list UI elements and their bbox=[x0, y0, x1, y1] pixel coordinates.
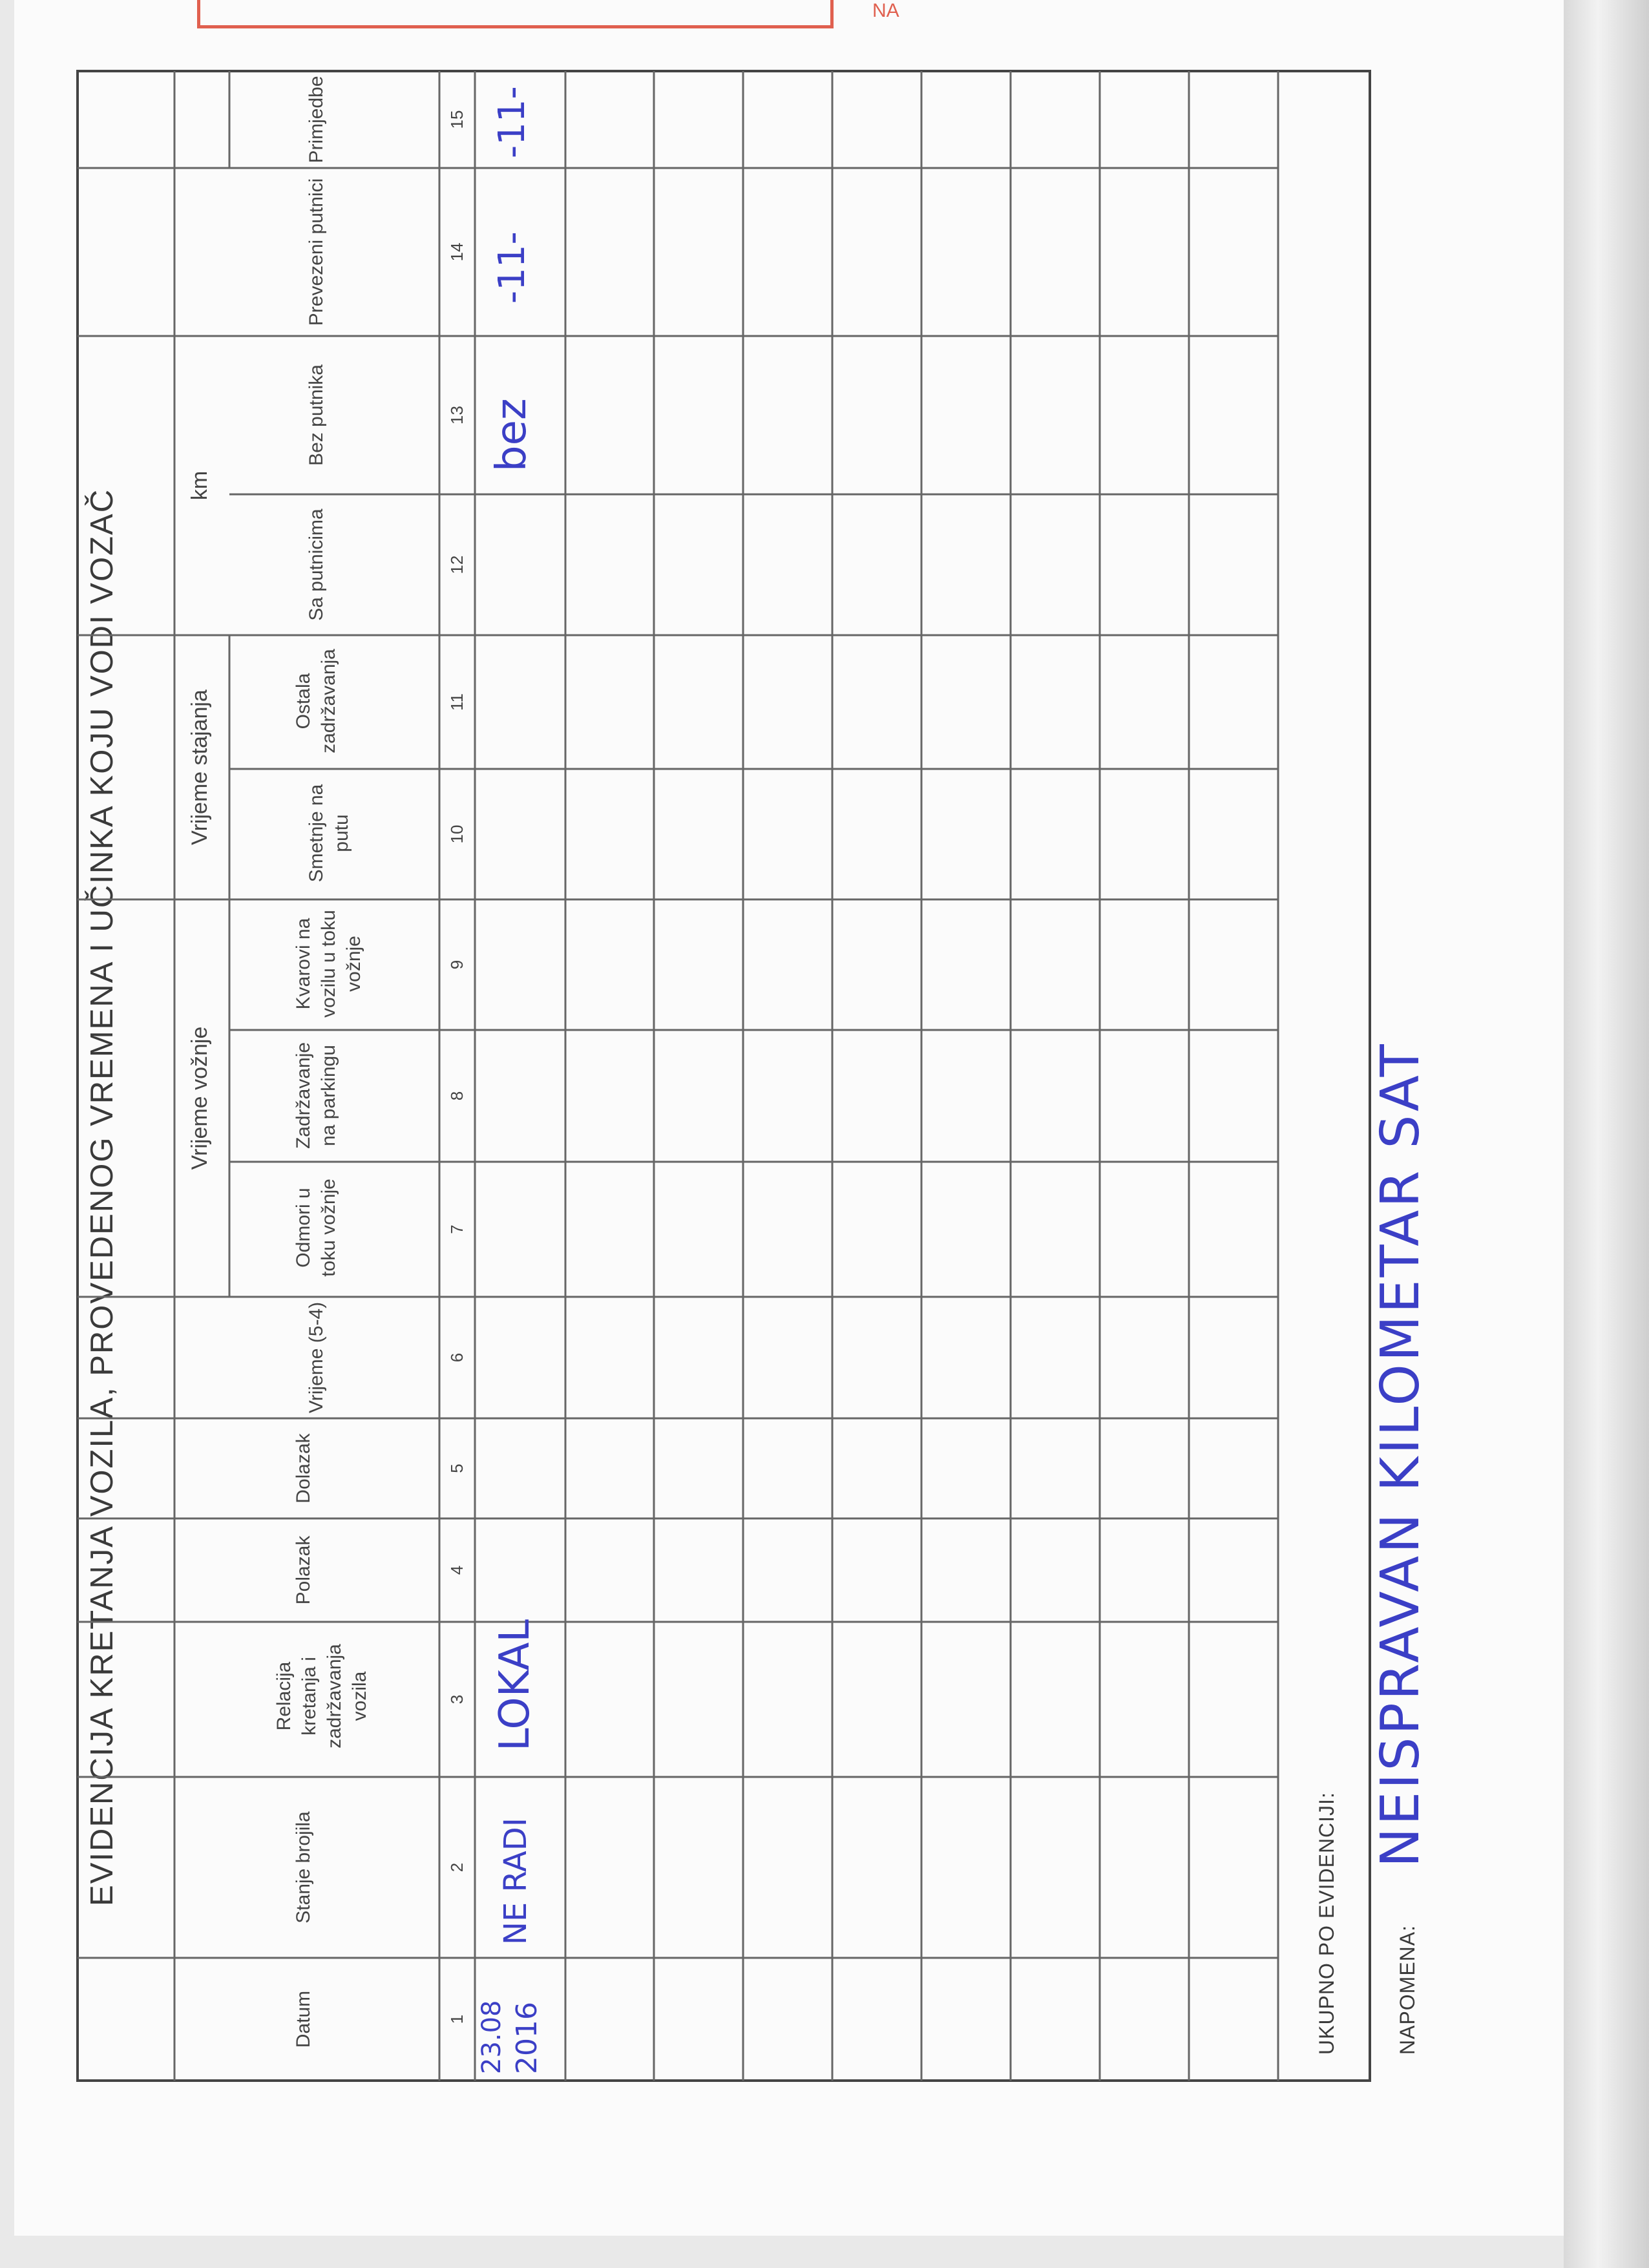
row-datum-year: 2016 bbox=[510, 2002, 543, 2074]
column-number: 7 bbox=[447, 1224, 467, 1234]
adjacent-page-text: NA bbox=[872, 0, 899, 21]
row-stanje-brojila: NE RADI bbox=[498, 1818, 534, 1945]
column-number: 15 bbox=[447, 110, 467, 129]
column-header-stanje-brojila: Stanje brojila bbox=[293, 1811, 314, 1924]
column-number: 2 bbox=[447, 1862, 467, 1873]
row-prevezeni-putnici: -11- bbox=[491, 231, 533, 304]
group-header-vrijeme-stajanja: Vrijeme stajanja bbox=[187, 689, 212, 845]
column-number: 5 bbox=[447, 1464, 467, 1473]
napomena-handwritten: NEISPRAVAN KILOMETAR SAT bbox=[1370, 1042, 1431, 1867]
napomena-label: NAPOMENA: bbox=[1396, 1924, 1419, 2055]
column-number: 11 bbox=[447, 693, 467, 711]
column-number: 4 bbox=[447, 1565, 467, 1575]
column-header-odmori: Odmori u toku vožnje bbox=[293, 1179, 339, 1277]
column-header-dolazak: Dolazak bbox=[293, 1433, 314, 1504]
column-header-bez-putnika: Bez putnika bbox=[306, 364, 327, 466]
form-title: EVIDENCIJA KRETANJA VOZILA, PROVEDENOG VREMENA I UČINKA KOJU VODI VOZAČ bbox=[85, 488, 120, 1906]
column-header-prevezeni: Prevezeni putnici bbox=[306, 178, 327, 326]
column-number: 6 bbox=[447, 1352, 467, 1363]
column-header-sa-putnicima: Sa putnicima bbox=[306, 509, 327, 621]
column-header-primjedbe: Primjedbe bbox=[306, 76, 327, 163]
ukupno-label: UKUPNO PO EVIDENCIJI: bbox=[1315, 1792, 1338, 2055]
group-header-vrijeme-voznje: Vrijeme vožnje bbox=[187, 1026, 212, 1170]
column-number: 13 bbox=[447, 406, 467, 425]
column-number: 9 bbox=[447, 960, 467, 970]
row-primjedbe: -11- bbox=[491, 86, 533, 158]
column-header-ostala: Ostala zadržavanja bbox=[293, 649, 339, 753]
group-header-km: km bbox=[187, 470, 212, 501]
column-header-zadrzavanje-parking: Zadržavanje na parkingu bbox=[293, 1042, 339, 1150]
column-header-relacija: Relacija kretanja i zadržavanja vozila bbox=[273, 1644, 370, 1748]
column-header-vrijeme: Vrijeme (5-4) bbox=[306, 1301, 327, 1414]
row-relacija: LOKAL bbox=[491, 1619, 539, 1751]
column-header-polazak: Polazak bbox=[293, 1535, 314, 1605]
column-number: 14 bbox=[447, 242, 467, 262]
column-header-datum: Datum bbox=[293, 1990, 314, 2048]
column-number: 8 bbox=[447, 1091, 467, 1101]
row-bez-putnika: bez bbox=[488, 398, 536, 472]
column-number: 12 bbox=[447, 555, 467, 574]
row-datum-day: 23.08 bbox=[477, 2000, 507, 2074]
column-header-kvarovi: Kvarovi na vozilu u toku vožnje bbox=[293, 910, 364, 1018]
column-header-smetnje: Smetnje na putu bbox=[306, 784, 352, 883]
column-number: 10 bbox=[447, 824, 467, 844]
column-number: 3 bbox=[447, 1694, 467, 1705]
column-number: 1 bbox=[447, 2014, 467, 2024]
